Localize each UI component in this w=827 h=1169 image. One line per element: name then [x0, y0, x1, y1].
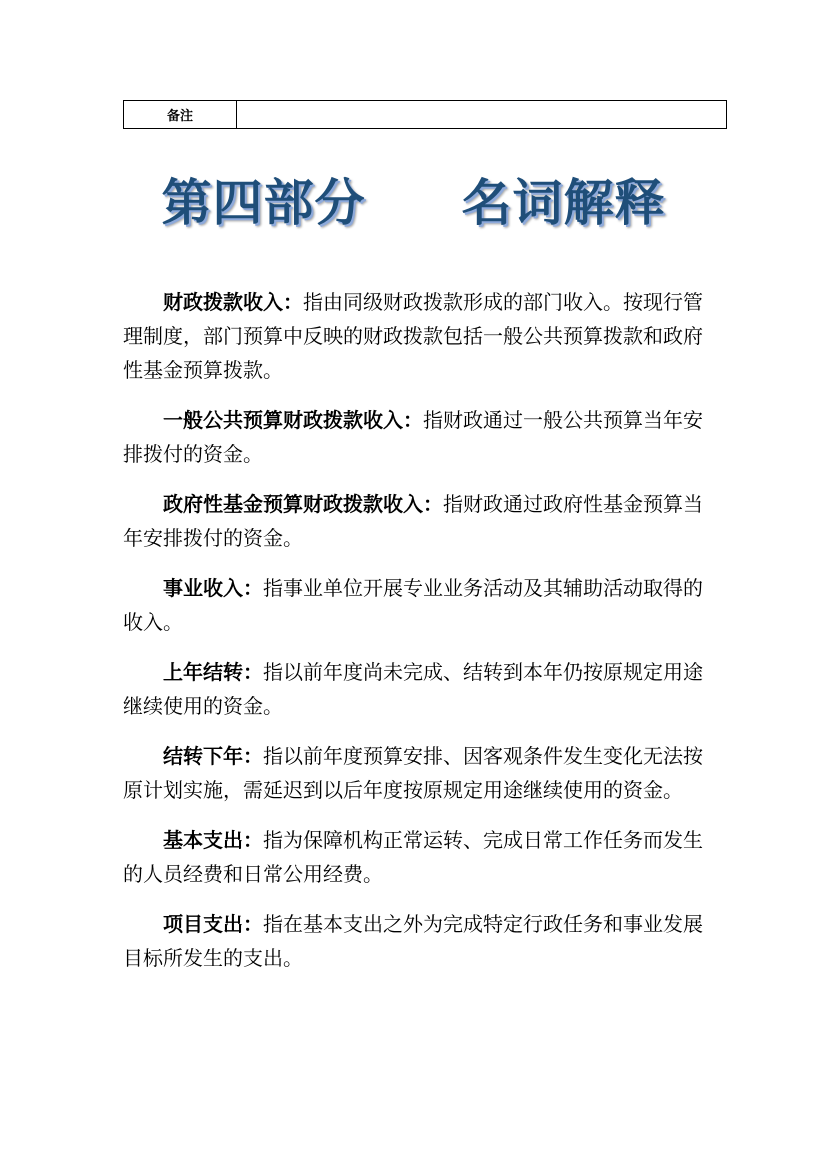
term-name: 基本支出： — [163, 828, 263, 852]
glossary-entry — [123, 487, 703, 555]
note-label: 备注 — [124, 101, 237, 129]
glossary-entry — [123, 403, 703, 471]
glossary-entry — [123, 739, 703, 807]
note-table — [123, 100, 727, 129]
glossary-entry — [123, 571, 703, 639]
term-definition: 指事业单位开展专业业务活动及其辅助活动取得的收入。 — [123, 576, 703, 634]
glossary-entry — [123, 907, 703, 975]
term-name: 上年结转： — [163, 660, 263, 684]
glossary — [123, 285, 703, 991]
note-row — [124, 101, 727, 129]
section-part-label: 第四部分 — [161, 174, 366, 232]
term-definition: 指在基本支出之外为完成特定行政任务和事业发展目标所发生的支出。 — [123, 912, 703, 970]
term-name: 一般公共预算财政拨款收入： — [163, 408, 423, 432]
glossary-entry — [123, 285, 703, 387]
term-name: 政府性基金预算财政拨款收入： — [163, 492, 443, 516]
term-name: 项目支出： — [163, 912, 263, 936]
term-definition: 指财政通过一般公共预算当年安排拨付的资金。 — [123, 408, 703, 466]
section-title: 名词解释 — [461, 174, 666, 232]
term-definition: 指以前年度尚未完成、结转到本年仍按原规定用途继续使用的资金。 — [123, 660, 703, 718]
term-name: 事业收入： — [163, 576, 263, 600]
note-value — [237, 101, 727, 129]
section-heading — [0, 170, 827, 236]
term-definition: 指以前年度预算安排、因客观条件发生变化无法按原计划实施，需延迟到以后年度按原规定用途继续使用的资金。 — [123, 744, 703, 802]
glossary-entry — [123, 655, 703, 723]
term-definition: 指由同级财政拨款形成的部门收入。按现行管理制度，部门预算中反映的财政拨款包括一般公共预算拨款和政府性基金预算拨款。 — [123, 290, 703, 382]
term-name: 结转下年： — [163, 744, 263, 768]
term-definition: 指财政通过政府性基金预算当年安排拨付的资金。 — [123, 492, 703, 550]
term-name: 财政拨款收入： — [163, 290, 303, 314]
glossary-entry — [123, 823, 703, 891]
term-definition: 指为保障机构正常运转、完成日常工作任务而发生的人员经费和日常公用经费。 — [123, 828, 703, 886]
